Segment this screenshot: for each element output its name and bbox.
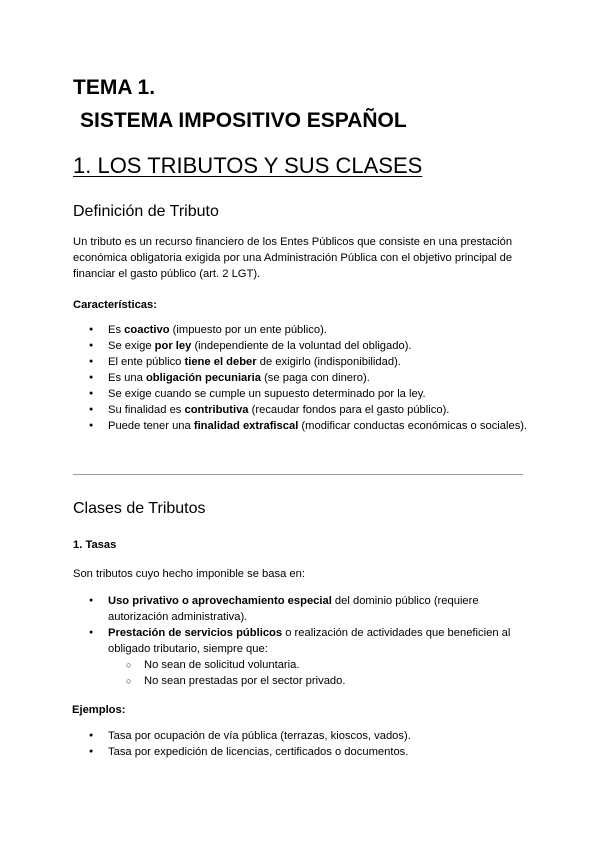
list-item: ● Tasa por ocupación de vía pública (terrazas, kioscos, vados). [73, 728, 533, 744]
horizontal-divider [73, 474, 523, 475]
doc-title-line1: TEMA 1. [73, 76, 156, 99]
list-item: ● El ente público tiene el deber de exigirlo (indisponibilidad). [73, 354, 533, 370]
sub-list-item: ○ No sean de solicitud voluntaria. [73, 657, 533, 673]
definicion-heading: Definición de Tributo [73, 203, 219, 220]
list-item: ● Su finalidad es contributiva (recaudar fondos para el gasto público). [73, 402, 533, 418]
tasas-intro: Son tributos cuyo hecho imponible se basa en: [73, 568, 305, 580]
sub-list-item: ○ No sean prestadas por el sector privado. [73, 673, 533, 689]
list-item: ● Prestación de servicios públicos o realización de actividades que beneficien al obligado tributario, siempre que: ○ No sean de solicitud voluntaria. ○ No sean prestadas por el sector privado. [73, 625, 533, 689]
tasas-list [73, 593, 533, 689]
list-item: ● Es una obligación pecuniaria (se paga con dinero). [73, 370, 533, 386]
ejemplos-list [73, 728, 533, 760]
ejemplos-label: Ejemplos: [72, 704, 126, 716]
list-item: ● Uso privativo o aprovechamiento especial del dominio público (requiere autorización administrativa). [73, 593, 533, 625]
tasas-sublist [108, 657, 533, 689]
tasas-label: 1. Tasas [73, 539, 117, 551]
list-item: ● Tasa por expedición de licencias, certificados o documentos. [73, 744, 533, 760]
list-item: ● Es coactivo (impuesto por un ente público). [73, 322, 533, 338]
list-item: ● Puede tener una finalidad extrafiscal (modificar conductas económicas o sociales). [73, 418, 533, 434]
list-item: ● Se exige cuando se cumple un supuesto determinado por la ley. [73, 386, 533, 402]
doc-title-line2: SISTEMA IMPOSITIVO ESPAÑOL [80, 109, 407, 132]
list-item: ● Se exige por ley (independiente de la voluntad del obligado). [73, 338, 533, 354]
section-heading: 1. LOS TRIBUTOS Y SUS CLASES [73, 153, 423, 178]
caracteristicas-label: Características: [73, 299, 157, 311]
definicion-paragraph: Un tributo es un recurso financiero de los Entes Públicos que consiste en una prestación económica obligatoria exigida por una Administración Pública con el objetivo principal de financiar el gasto público (art. 2 LGT). [73, 236, 513, 280]
caracteristicas-list [73, 322, 533, 434]
clases-heading: Clases de Tributos [73, 500, 206, 517]
